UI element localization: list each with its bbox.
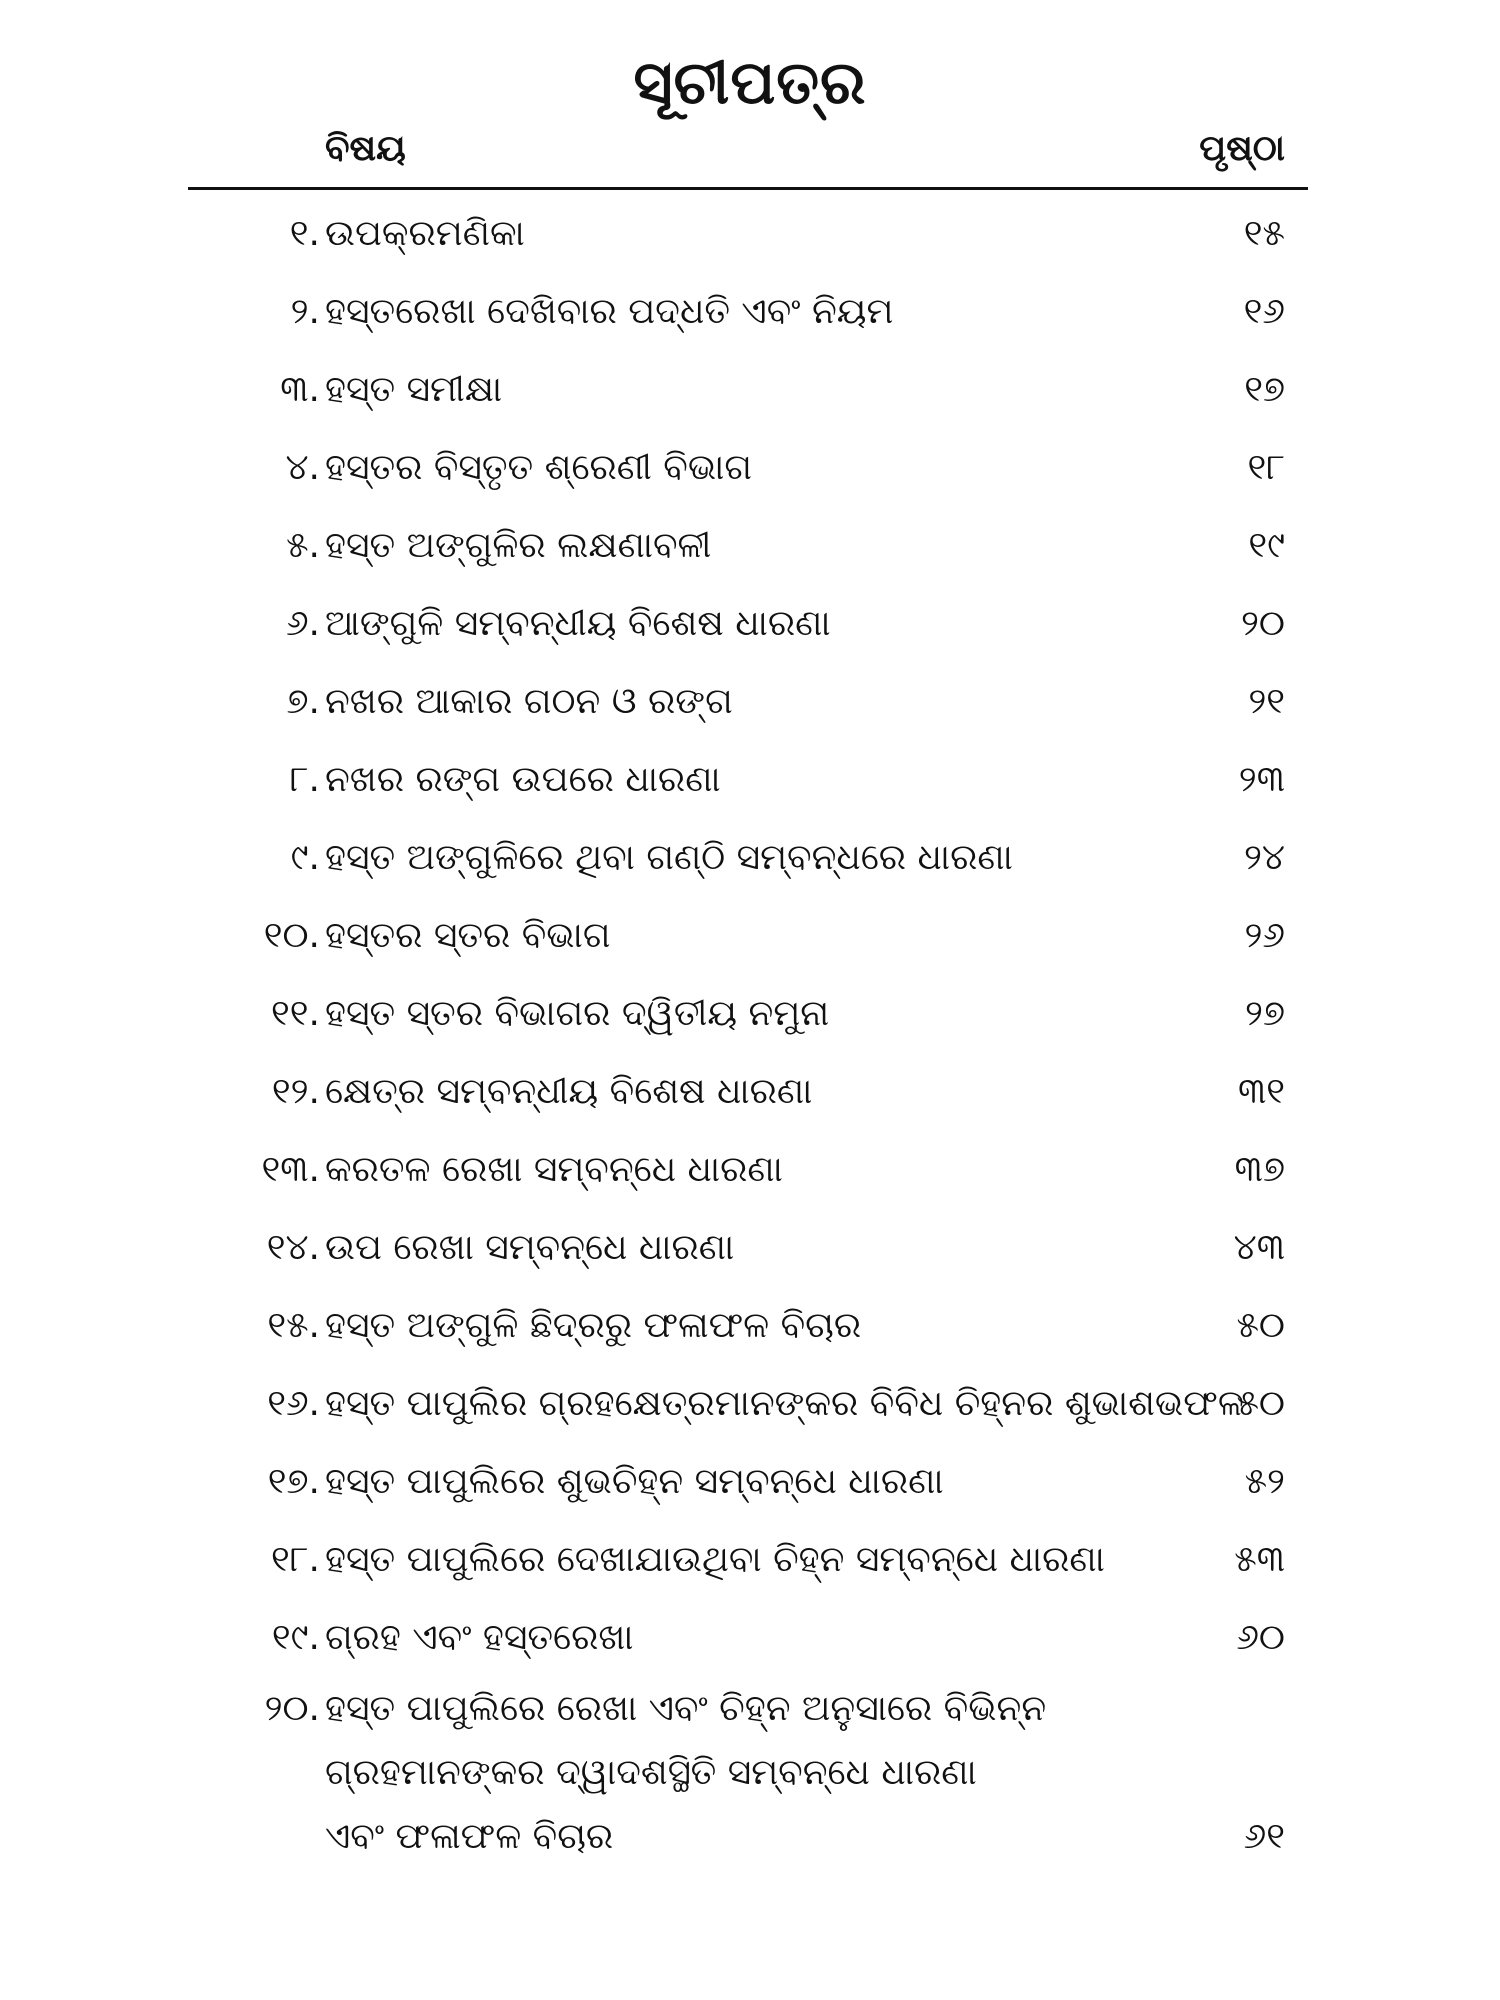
entry-page: ୫୩ xyxy=(1234,1539,1285,1580)
entry-subject: ଆଙ୍ଗୁଳି ସମ୍ବନ୍ଧୀୟ ବିଶେଷ ଧାରଣା xyxy=(325,603,831,644)
entry-page: ୪୩ xyxy=(1233,1227,1285,1268)
toc-row xyxy=(0,1365,1500,1443)
page-title: ସୂଚୀପତ୍ର xyxy=(633,48,867,118)
toc-row xyxy=(0,1287,1500,1365)
entry-subject: କ୍ଷେତ୍ର ସମ୍ବନ୍ଧୀୟ ବିଶେଷ ଧାରଣା xyxy=(325,1071,813,1112)
toc-row xyxy=(0,273,1500,351)
entry-page: ୫୦ xyxy=(1236,1305,1285,1346)
entry-number: ୧୦. xyxy=(263,915,320,956)
entry-page: ୧୫ xyxy=(1243,213,1285,254)
entry-number: ୧୧. xyxy=(271,993,320,1034)
entry-number: ୮. xyxy=(289,759,320,800)
entry-subject-line: ଗ୍ରହମାନଙ୍କର ଦ୍ୱାଦଶସ୍ଥିତି ସମ୍ବନ୍ଧେ ଧାରଣା xyxy=(325,1752,977,1793)
entry-number: ୧୩. xyxy=(261,1149,320,1190)
entry-number: ୧୫. xyxy=(267,1305,320,1346)
entry-page: ୫୦ xyxy=(1236,1383,1285,1424)
toc-row xyxy=(0,507,1500,585)
entry-number: ୯. xyxy=(290,837,320,878)
entry-subject: ନଖର ଆକାର ଗଠନ ଓ ରଙ୍ଗ xyxy=(325,681,733,722)
entry-page: ୧୬ xyxy=(1243,291,1285,332)
entry-number: ୧. xyxy=(289,213,320,254)
toc-row xyxy=(0,1521,1500,1599)
toc-row xyxy=(0,351,1500,429)
entry-subject: ଗ୍ରହ ଏବଂ ହସ୍ତରେଖା xyxy=(325,1617,634,1658)
page-column-header: ପୃଷ୍ଠା xyxy=(1199,128,1285,169)
entry-subject: ହସ୍ତ ପାପୁଲିରେ ଶୁଭଚିହ୍ନ ସମ୍ବନ୍ଧେ ଧାରଣା xyxy=(325,1461,944,1502)
entry-subject: ନଖର ରଙ୍ଗ ଉପରେ ଧାରଣା xyxy=(325,759,721,800)
entry-number: ୩. xyxy=(280,369,320,410)
entry-subject: ହସ୍ତ ପାପୁଲିରେ ଦେଖାଯାଉଥିବା ଚିହ୍ନ ସମ୍ବନ୍ଧେ ଧାରଣା xyxy=(325,1539,1105,1580)
toc-row xyxy=(0,975,1500,1053)
entry-subject-line: ଏବଂ ଫଳାଫଳ ବିଚାର xyxy=(325,1816,614,1857)
entry-page: ୨୧ xyxy=(1248,681,1285,722)
entry-page: ୩୧ xyxy=(1237,1071,1285,1112)
entry-number: ୧୮. xyxy=(271,1539,320,1580)
entry-subject xyxy=(325,1677,1046,1869)
entry-number: ୭. xyxy=(286,681,320,722)
entry-subject: ହସ୍ତର ସ୍ତର ବିଭାଗ xyxy=(325,915,611,956)
entry-page: ୧୮ xyxy=(1247,447,1285,488)
entry-page: ୫୨ xyxy=(1244,1461,1285,1502)
entry-number: ୧୯. xyxy=(271,1617,320,1658)
entry-subject: ଉପ ରେଖା ସମ୍ବନ୍ଧେ ଧାରଣା xyxy=(325,1227,735,1268)
entry-subject: ହସ୍ତ ଅଙ୍ଗୁଳିରେ ଥିବା ଗଣ୍ଠି ସମ୍ବନ୍ଧରେ ଧାରଣା xyxy=(325,837,1013,878)
entry-subject: ହସ୍ତ ଅଙ୍ଗୁଳି ଛିଦ୍ରରୁ ଫଳାଫଳ ବିଚାର xyxy=(325,1305,862,1346)
toc-row xyxy=(0,429,1500,507)
entry-subject: ହସ୍ତ ଅଙ୍ଗୁଳିର ଲକ୍ଷଣାବଳୀ xyxy=(325,525,712,566)
entry-subject: ହସ୍ତର ବିସ୍ତୃତ ଶ୍ରେଣୀ ବିଭାଗ xyxy=(325,447,753,488)
entry-page: ୬୧ xyxy=(1243,1816,1285,1857)
toc-row xyxy=(0,897,1500,975)
entry-subject: ହସ୍ତ ସ୍ତର ବିଭାଗର ଦ୍ୱିତୀୟ ନମୁନା xyxy=(325,993,830,1034)
entry-page: ୧୯ xyxy=(1248,525,1285,566)
entry-subject: ହସ୍ତ ସମୀକ୍ଷା xyxy=(325,369,503,410)
toc-row xyxy=(0,819,1500,897)
subject-column-header: ବିଷୟ xyxy=(325,128,406,169)
entry-number: ୬. xyxy=(285,603,320,644)
toc-row xyxy=(0,741,1500,819)
toc-row-multiline xyxy=(0,1677,1500,1872)
entry-page: ୨୦ xyxy=(1241,603,1285,644)
entry-number: ୧୭. xyxy=(267,1461,320,1502)
entry-subject-line: ହସ୍ତ ପାପୁଲିରେ ରେଖା ଏବଂ ଚିହ୍ନ ଅନୁସାରେ ବିଭିନ୍ନ xyxy=(325,1688,1047,1729)
entry-number: ୧୨. xyxy=(271,1071,320,1112)
entry-page: ୬୦ xyxy=(1236,1617,1285,1658)
entry-page: ୨୪ xyxy=(1243,837,1285,878)
entry-page: ୧୭ xyxy=(1244,369,1285,410)
entry-number: ୧୪. xyxy=(266,1227,320,1268)
toc-row xyxy=(0,1209,1500,1287)
entry-number: ୨୦. xyxy=(264,1688,320,1729)
toc-row xyxy=(0,585,1500,663)
toc-row xyxy=(0,663,1500,741)
entry-page: ୩୭ xyxy=(1234,1149,1285,1190)
entry-page: ୨୬ xyxy=(1244,915,1285,956)
entry-number: ୨. xyxy=(290,291,320,332)
toc-row xyxy=(0,195,1500,273)
entry-number: ୪. xyxy=(285,447,320,488)
entry-subject: ଉପକ୍ରମଣିକା xyxy=(325,213,525,254)
toc-row xyxy=(0,1131,1500,1209)
toc-row xyxy=(0,1053,1500,1131)
entry-subject: କରତଳ ରେଖା ସମ୍ବନ୍ଧେ ଧାରଣା xyxy=(325,1149,783,1190)
toc-row xyxy=(0,1443,1500,1521)
entry-subject: ହସ୍ତ ପାପୁଲିର ଗ୍ରହକ୍ଷେତ୍ରମାନଙ୍କର ବିବିଧ ଚିହ୍ନର ଶୁଭାଶଭଫଳ xyxy=(325,1383,1244,1424)
entry-page: ୨୩ xyxy=(1238,759,1285,800)
header-divider xyxy=(188,187,1308,190)
entry-page: ୨୭ xyxy=(1245,993,1285,1034)
toc-row xyxy=(0,1599,1500,1677)
toc-list xyxy=(0,195,1500,1872)
entry-number: ୧୬. xyxy=(267,1383,320,1424)
entry-number: ୫. xyxy=(286,525,320,566)
entry-subject: ହସ୍ତରେଖା ଦେଖିବାର ପଦ୍ଧତି ଏବଂ ନିୟମ xyxy=(325,291,894,332)
